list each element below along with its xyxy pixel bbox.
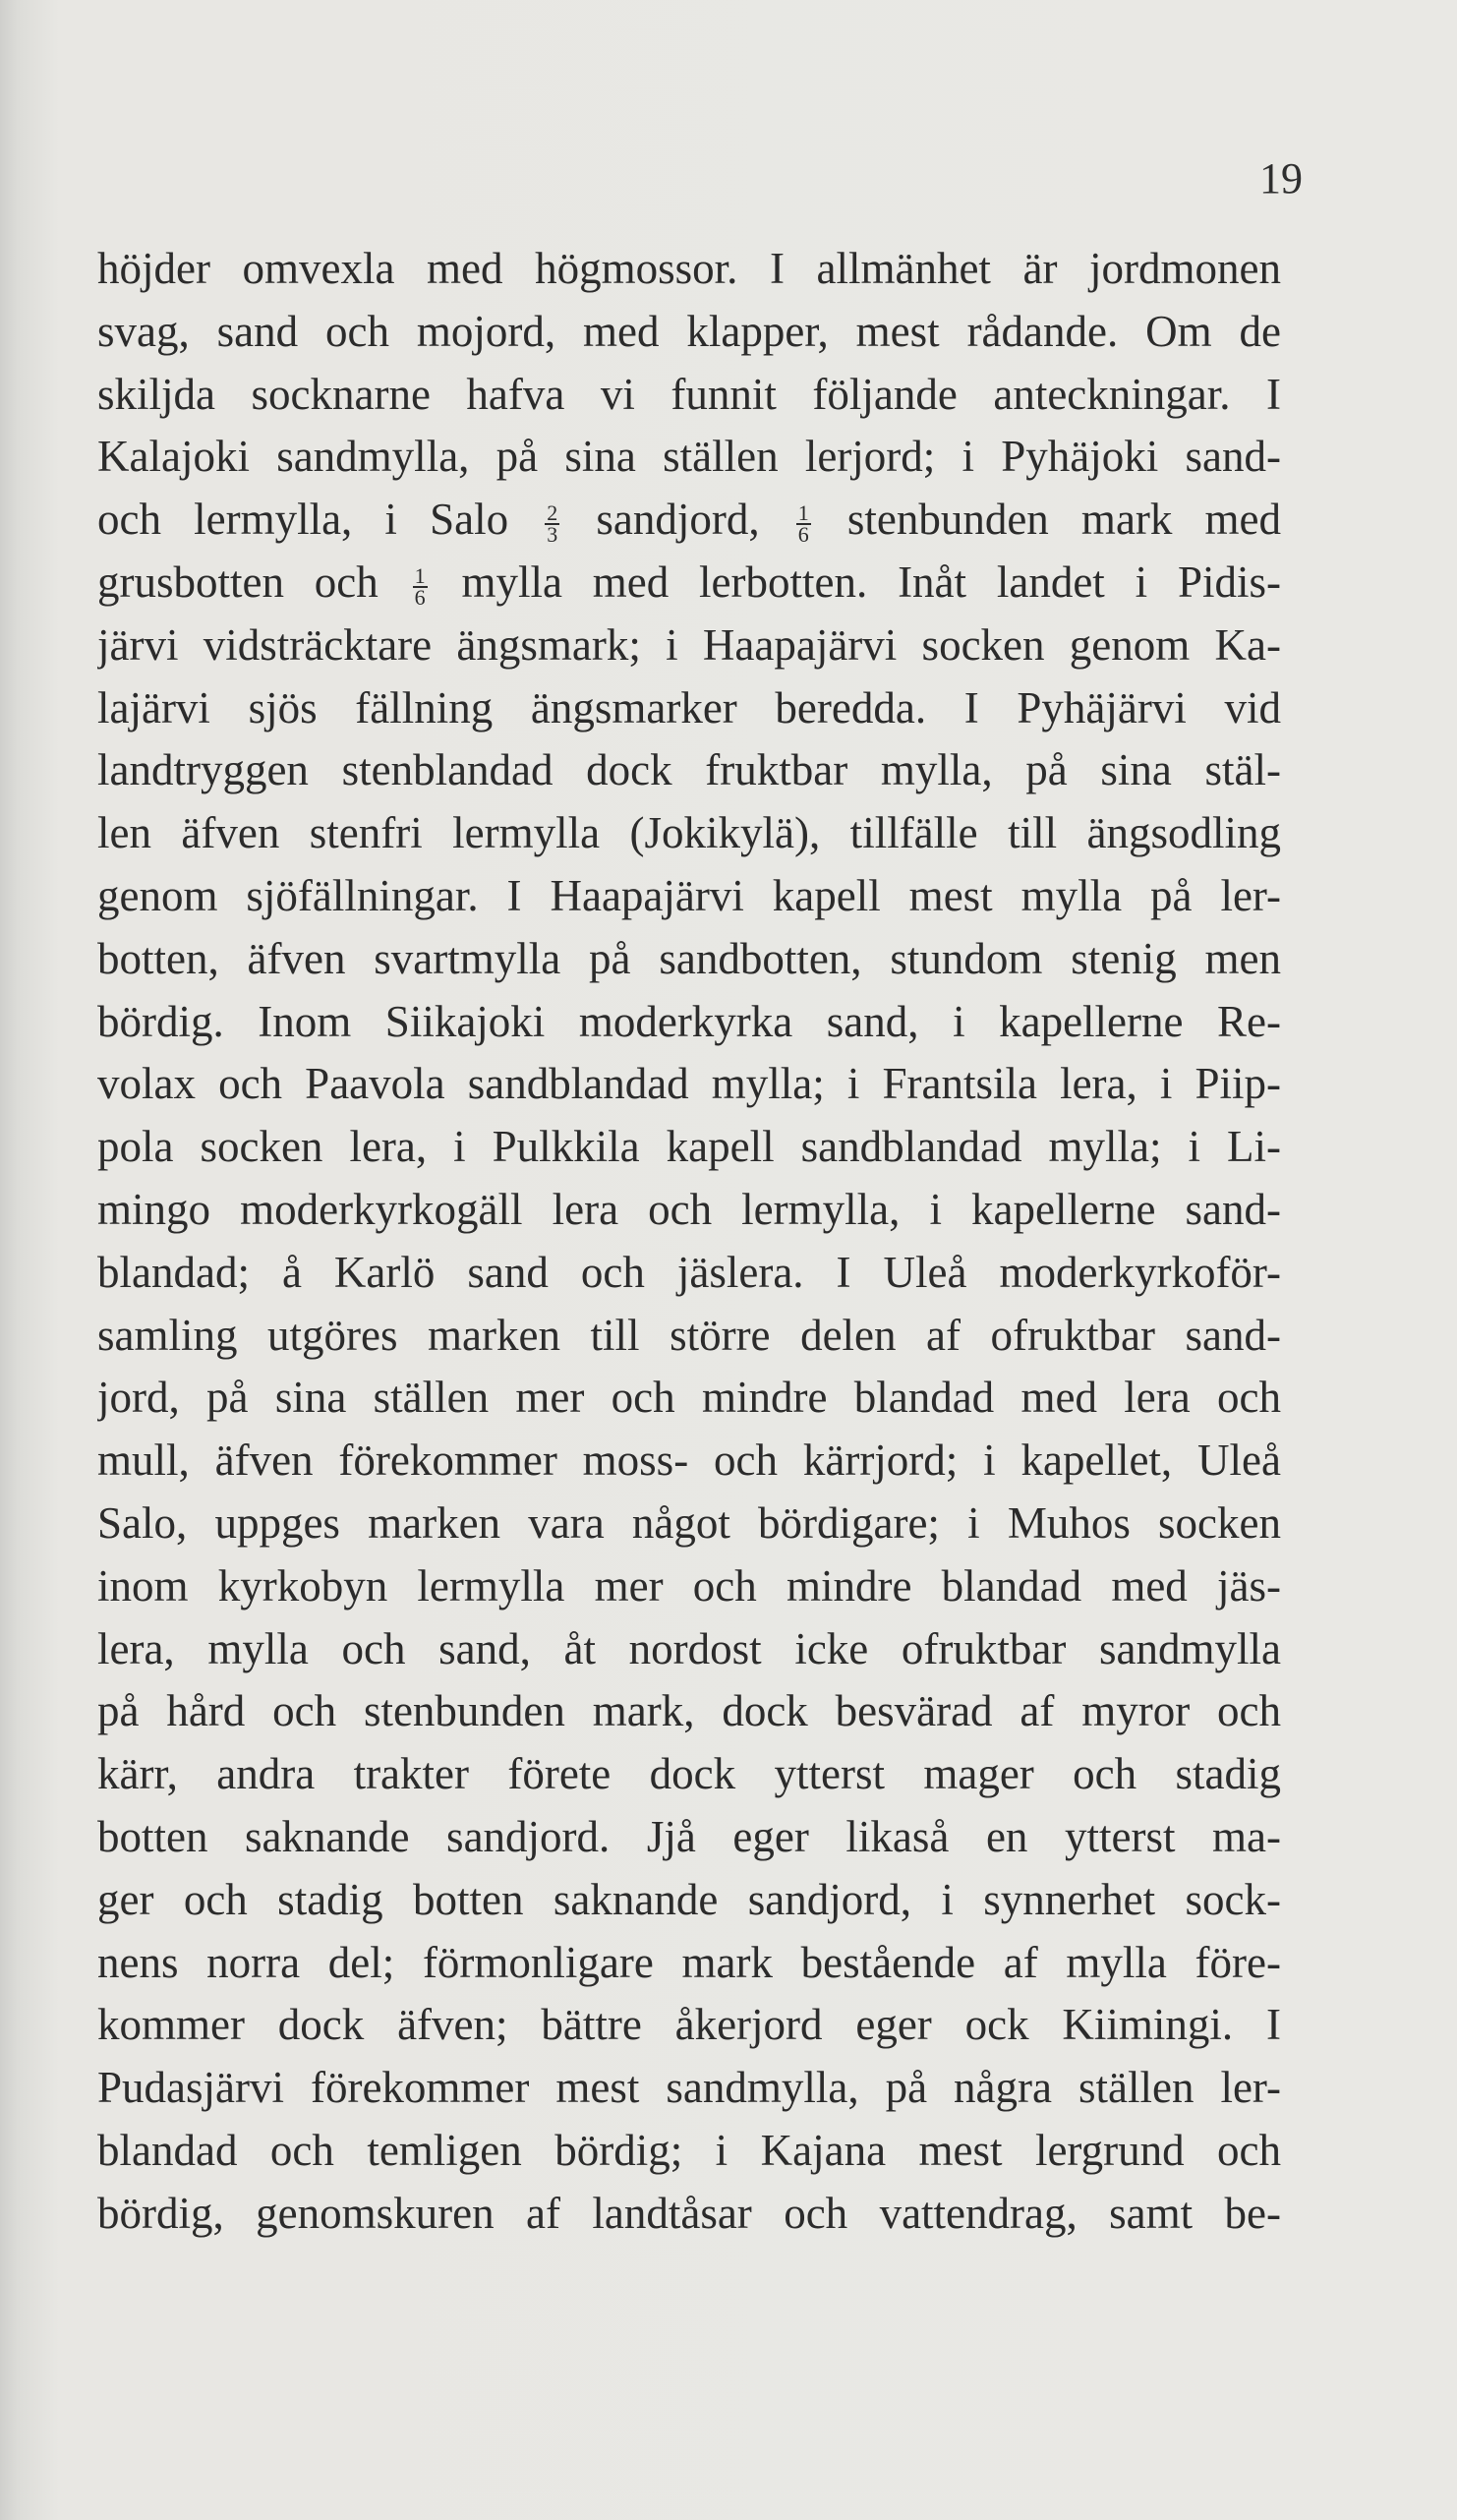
text-segment: stenbunden mark med [846,495,1281,545]
text-line: bördig, genomskuren af landtåsar och vattendrag, samt be- [97,2188,1281,2238]
text-line: kommer dock äfven; bättre åkerjord eger ock Kiimingi. I [97,2000,1281,2050]
text-line: Salo, uppges marken vara något bördigare; i Muhos socken [97,1497,1281,1548]
text-line: botten, äfven svartmylla på sandbotten, stundom stenig men [97,933,1281,983]
text-line: blandad; å Karlö sand och jäslera. I Uleå moderkyrkoför- [97,1247,1281,1297]
text-line: lera, mylla och sand, åt nordost icke ofruktbar sandmylla [97,1623,1281,1673]
text-line: blandad och temligen bördig; i Kajana mest lergrund och [97,2125,1281,2175]
text-line: samling utgöres marken till större delen af ofruktbar sand- [97,1310,1281,1360]
text-segment: grusbotten och [97,557,409,607]
text-line: Pudasjärvi förekommer mest sandmylla, på några ställen ler- [97,2063,1281,2113]
text-line: svag, sand och mojord, med klapper, mest rådande. Om de [97,306,1281,356]
fraction-denominator: 3 [547,521,558,547]
text-line: jord, på sina ställen mer och mindre blandad med lera och [97,1373,1281,1423]
text-line: på hård och stenbunden mark, dock besvärad af myror och [97,1686,1281,1736]
text-line: ger och stadig botten saknande sandjord, i synnerhet sock- [97,1874,1281,1924]
body-text [97,238,1281,2246]
text-line [97,552,1281,615]
text-line: Kalajoki sandmylla, på sina ställen lerjord; i Pyhäjoki sand- [97,432,1281,482]
text-line: inom kyrkobyn lermylla mer och mindre blandad med jäs- [97,1560,1281,1611]
fraction-numerator: 2 [547,499,558,525]
fraction-denominator: 6 [797,521,809,547]
fraction-two-thirds [545,499,559,547]
text-line: skiljda socknarne hafva vi funnit följande anteckningar. I [97,369,1281,419]
text-line: höjder omvexla med högmossor. I allmänhet är jordmonen [97,244,1281,293]
text-segment: mylla med lerbotten. Inåt landet i Pidis- [461,557,1281,607]
fraction-one-sixth [413,562,428,610]
fraction-numerator: 1 [797,499,809,525]
page-number: 19 [1259,154,1303,203]
text-segment: och lermylla, i Salo [97,495,542,545]
fraction-numerator: 1 [414,562,426,588]
text-line: landtryggen stenblandad dock fruktbar mylla, på sina stäl- [97,745,1281,795]
text-line: kärr, andra trakter förete dock ytterst mager och stadig [97,1749,1281,1799]
text-line: bördig. Inom Siikajoki moderkyrka sand, i kapellerne Re- [97,996,1281,1046]
text-line: nens norra del; förmonligare mark bestående af mylla före- [97,1937,1281,1987]
text-line [97,489,1281,552]
text-line: len äfven stenfri lermylla (Jokikylä), tillfälle till ängsodling [97,808,1281,858]
text-line: genom sjöfällningar. I Haapajärvi kapell mest mylla på ler- [97,870,1281,920]
text-line: botten saknande sandjord. Jjå eger likaså en ytterst ma- [97,1811,1281,1861]
text-line: mingo moderkyrkogäll lera och lermylla, i kapellerne sand- [97,1184,1281,1234]
text-line: pola socken lera, i Pulkkila kapell sandblandad mylla; i Li- [97,1122,1281,1172]
text-line: mull, äfven förekommer moss- och kärrjord; i kapellet, Uleå [97,1436,1281,1486]
text-line: volax och Paavola sandblandad mylla; i Frantsila lera, i Piip- [97,1059,1281,1109]
text-line: lajärvi sjös fällning ängsmarker beredda. I Pyhäjärvi vid [97,682,1281,733]
text-segment: sandjord, [596,495,792,545]
fraction-denominator: 6 [414,584,426,610]
fraction-one-sixth [796,499,811,547]
text-line: järvi vidsträcktare ängsmark; i Haapajärvi socken genom Ka- [97,619,1281,670]
